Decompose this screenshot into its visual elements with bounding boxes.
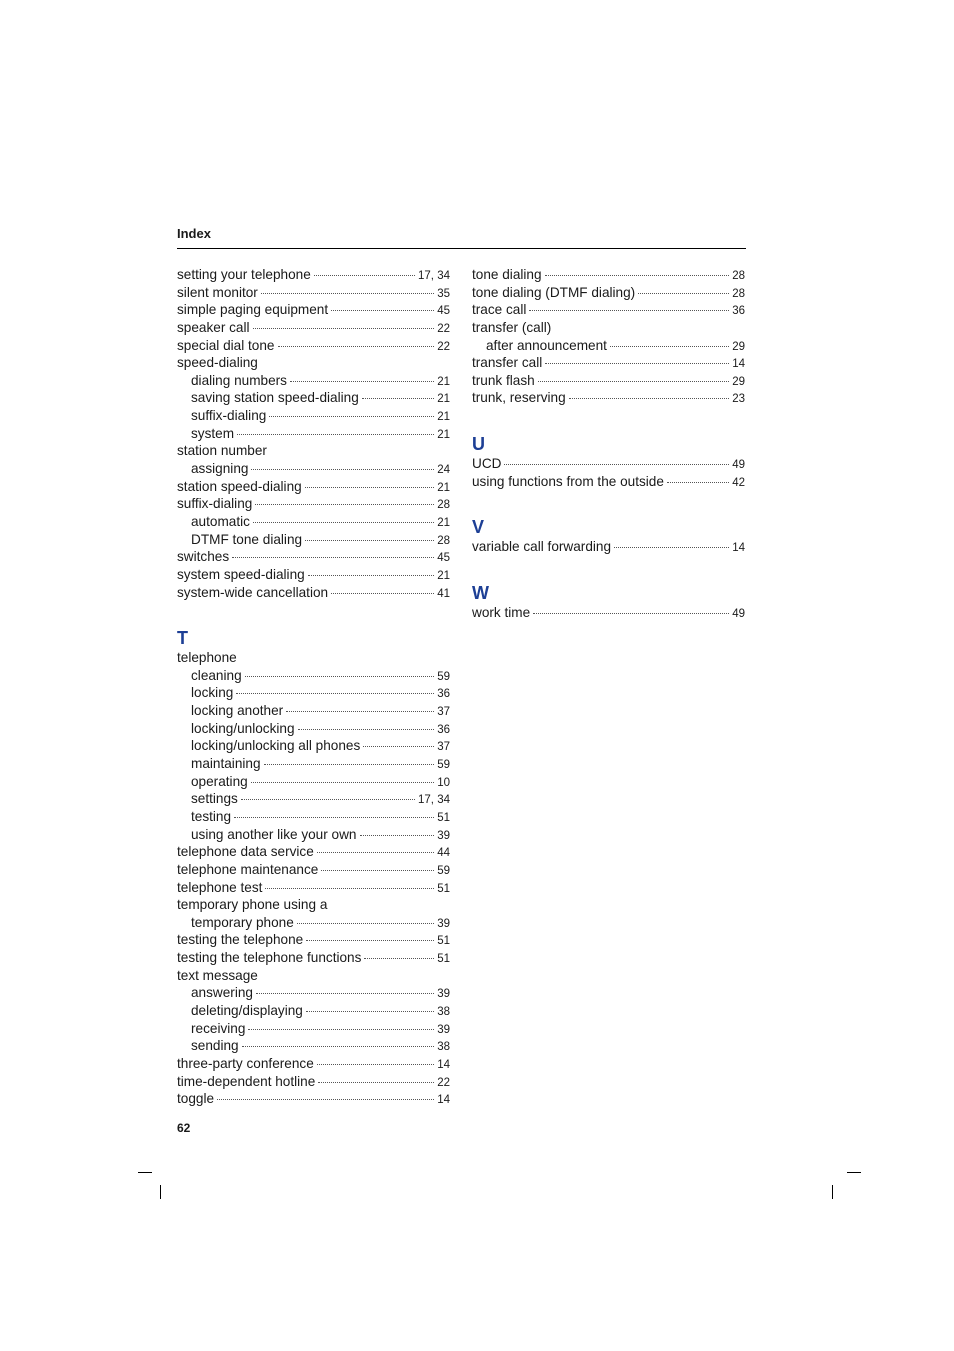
entry-page: 39	[437, 917, 450, 930]
index-subentry	[177, 372, 450, 390]
entry-page: 49	[732, 459, 745, 472]
index-entry	[177, 843, 450, 861]
entry-term: time-dependent hotline	[177, 1073, 316, 1089]
dot-leader	[529, 310, 729, 311]
dot-leader	[638, 293, 729, 294]
dot-leader	[305, 487, 435, 488]
index-entry	[177, 967, 450, 985]
section-letter: U	[472, 434, 485, 455]
index-subentry	[177, 737, 450, 755]
entry-term: text message	[177, 967, 258, 983]
dot-leader	[360, 835, 435, 836]
entry-term: UCD	[472, 456, 502, 472]
entry-term: suffix-dialing	[177, 496, 253, 512]
entry-term: settings	[191, 791, 238, 807]
index-entry	[472, 354, 745, 372]
entry-term: telephone	[177, 650, 237, 666]
entry-page: 21	[437, 481, 450, 494]
dot-leader	[318, 1082, 434, 1083]
crop-mark	[160, 1185, 161, 1199]
entry-term: locking another	[191, 703, 284, 719]
dot-leader	[251, 469, 434, 470]
entry-page: 39	[437, 829, 450, 842]
entry-term: speed-dialing	[177, 355, 258, 371]
index-entry	[177, 949, 450, 967]
index-subentry	[177, 984, 450, 1002]
entry-term: after announcement	[486, 337, 607, 353]
index-entry	[472, 604, 745, 622]
dot-leader	[264, 764, 435, 765]
entry-page: 59	[437, 670, 450, 683]
page-header	[177, 226, 746, 249]
entry-page: 21	[437, 393, 450, 406]
dot-leader	[290, 381, 434, 382]
index-subentry	[177, 460, 450, 478]
index-entry	[177, 931, 450, 949]
dot-leader	[545, 275, 730, 276]
crop-mark	[847, 1172, 861, 1173]
entry-page: 28	[437, 534, 450, 547]
entry-page: 28	[732, 270, 745, 282]
index-entry	[177, 566, 450, 584]
dot-leader	[538, 381, 729, 382]
entry-term: suffix-dialing	[191, 408, 267, 424]
dot-leader	[317, 1064, 434, 1065]
entry-term: using another like your own	[191, 826, 357, 842]
index-entry	[472, 455, 745, 473]
dot-leader	[256, 993, 434, 994]
index-subentry	[177, 684, 450, 702]
entry-term: sending	[191, 1038, 239, 1054]
dot-leader	[314, 275, 415, 276]
entry-term: automatic	[191, 513, 250, 529]
entry-page: 49	[732, 608, 745, 621]
entry-term: tone dialing	[472, 267, 542, 282]
index-entry	[472, 284, 745, 302]
index-subentry	[177, 1037, 450, 1055]
entry-term: speaker call	[177, 319, 250, 335]
entry-term: work time	[472, 605, 531, 621]
index-subentry	[177, 720, 450, 738]
entry-page: 17, 34	[418, 794, 450, 807]
entry-page: 28	[732, 287, 745, 300]
entry-page: 29	[732, 375, 745, 388]
entry-term: assigning	[191, 461, 249, 477]
section-letter: V	[472, 517, 485, 538]
entry-page: 39	[437, 1023, 450, 1036]
dot-leader	[248, 1029, 434, 1030]
entry-term: operating	[191, 773, 248, 789]
entry-page: 29	[732, 340, 745, 353]
dot-leader	[569, 398, 730, 399]
entry-term: simple paging equipment	[177, 302, 329, 318]
entry-term: trace call	[472, 302, 527, 318]
index-subentry	[177, 513, 450, 531]
entry-page: 24	[437, 464, 450, 477]
dot-leader	[232, 557, 434, 558]
index-entry	[177, 442, 450, 460]
index-entry	[177, 584, 450, 602]
entry-page: 51	[437, 935, 450, 948]
entry-term: three-party conference	[177, 1055, 314, 1071]
entry-page: 36	[437, 723, 450, 736]
entry-page: 51	[437, 882, 450, 895]
dot-leader	[297, 923, 434, 924]
entry-page: 45	[437, 305, 450, 318]
dot-leader	[236, 693, 434, 694]
entry-term: variable call forwarding	[472, 539, 612, 555]
entry-term: using functions from the outside	[472, 473, 664, 489]
index-entry	[472, 389, 745, 407]
index-subentry	[177, 389, 450, 407]
entry-page: 37	[437, 706, 450, 719]
entry-term: locking/unlocking all phones	[191, 738, 361, 754]
entry-term: setting your telephone	[177, 267, 311, 282]
entry-term: testing the telephone functions	[177, 950, 362, 966]
entry-term: silent monitor	[177, 284, 258, 300]
dot-leader	[317, 852, 434, 853]
entry-page: 14	[732, 542, 745, 555]
entry-page: 21	[437, 375, 450, 388]
entry-page: 22	[437, 340, 450, 353]
dot-leader	[261, 293, 434, 294]
dot-leader	[321, 870, 434, 871]
index-entry	[177, 284, 450, 302]
entry-term: toggle	[177, 1091, 215, 1107]
entry-page: 21	[437, 428, 450, 441]
index-entry	[472, 372, 745, 390]
dot-leader	[245, 676, 435, 677]
index-entry	[472, 473, 745, 491]
dot-leader	[364, 958, 434, 959]
entry-term: switches	[177, 549, 230, 565]
entry-term: maintaining	[191, 756, 261, 772]
entry-page: 39	[437, 988, 450, 1001]
index-entry	[177, 301, 450, 319]
index-entry	[472, 301, 745, 319]
dot-leader	[306, 940, 434, 941]
dot-leader	[504, 464, 729, 465]
index-entry	[177, 649, 450, 667]
entry-term: special dial tone	[177, 337, 275, 353]
index-entry	[177, 1073, 450, 1091]
index-entry	[177, 879, 450, 897]
entry-page: 23	[732, 393, 745, 406]
entry-term: receiving	[191, 1020, 246, 1036]
entry-term: temporary phone using a	[177, 897, 328, 913]
entry-term: tone dialing (DTMF dialing)	[472, 284, 636, 300]
dot-leader	[667, 482, 729, 483]
dot-leader	[255, 504, 434, 505]
index-subentry	[177, 826, 450, 844]
entry-term: system-wide cancellation	[177, 584, 329, 600]
dot-leader	[237, 434, 434, 435]
entry-page: 41	[437, 587, 450, 600]
entry-page: 28	[437, 499, 450, 512]
entry-term: locking/unlocking	[191, 720, 295, 736]
dot-leader	[234, 817, 434, 818]
entry-term: testing	[191, 808, 232, 824]
entry-page: 51	[437, 953, 450, 966]
entry-page: 17, 34	[418, 270, 450, 282]
index-entry	[177, 548, 450, 566]
entry-page: 44	[437, 847, 450, 860]
index-subentry	[177, 407, 450, 425]
index-entry	[177, 495, 450, 513]
dot-leader	[545, 363, 729, 364]
entry-page: 36	[732, 305, 745, 318]
entry-page: 14	[437, 1058, 450, 1071]
entry-term: temporary phone	[191, 914, 294, 930]
dot-leader	[251, 782, 435, 783]
index-entry	[177, 861, 450, 879]
entry-term: system speed-dialing	[177, 566, 305, 582]
index-entry	[177, 319, 450, 337]
dot-leader	[331, 310, 434, 311]
dot-leader	[278, 346, 435, 347]
entry-term: deleting/displaying	[191, 1002, 303, 1018]
dot-leader	[241, 799, 415, 800]
entry-term: dialing numbers	[191, 372, 287, 388]
entry-page: 21	[437, 516, 450, 529]
index-entry	[177, 337, 450, 355]
crop-mark	[832, 1185, 833, 1199]
index-subentry	[177, 773, 450, 791]
index-entry	[177, 1090, 450, 1108]
index-subentry	[177, 1002, 450, 1020]
entry-page: 21	[437, 411, 450, 424]
entry-page: 37	[437, 741, 450, 754]
index-entry	[177, 478, 450, 496]
dot-leader	[614, 547, 729, 548]
index-subentry	[177, 914, 450, 932]
section-letter: W	[472, 583, 489, 604]
entry-term: telephone test	[177, 879, 263, 895]
entry-page: 38	[437, 1041, 450, 1054]
index-column-right	[472, 266, 745, 622]
entry-page: 22	[437, 1076, 450, 1089]
index-subentry	[177, 531, 450, 549]
index-subentry	[177, 425, 450, 443]
entry-term: cleaning	[191, 667, 242, 683]
entry-term: trunk, reserving	[472, 390, 566, 406]
header-title: Index	[177, 226, 211, 241]
entry-page: 45	[437, 552, 450, 565]
entry-page: 59	[437, 759, 450, 772]
entry-term: locking	[191, 685, 234, 701]
entry-page: 14	[437, 1094, 450, 1107]
entry-term: system	[191, 425, 235, 441]
entry-term: telephone maintenance	[177, 861, 319, 877]
entry-term: testing the telephone	[177, 932, 304, 948]
index-entry	[177, 1055, 450, 1073]
entry-page: 51	[437, 811, 450, 824]
dot-leader	[265, 888, 434, 889]
dot-leader	[362, 398, 434, 399]
dot-leader	[533, 613, 729, 614]
index-subentry	[177, 1020, 450, 1038]
entry-term: transfer call	[472, 355, 543, 371]
dot-leader	[363, 746, 434, 747]
index-entry	[177, 896, 450, 914]
entry-term: saving station speed-dialing	[191, 390, 359, 406]
index-subentry	[177, 808, 450, 826]
index-subentry	[177, 667, 450, 685]
entry-term: transfer (call)	[472, 319, 552, 335]
entry-page: 35	[437, 287, 450, 300]
crop-mark	[138, 1172, 152, 1173]
index-subentry	[177, 755, 450, 773]
index-entry	[472, 538, 745, 556]
entry-term: DTMF tone dialing	[191, 531, 303, 547]
dot-leader	[253, 328, 435, 329]
index-subentry	[177, 702, 450, 720]
page-number: 62	[177, 1121, 191, 1135]
dot-leader	[305, 540, 434, 541]
index-column-left	[177, 266, 450, 1108]
index-entry	[472, 319, 745, 337]
dot-leader	[286, 711, 434, 712]
dot-leader	[298, 729, 435, 730]
dot-leader	[308, 575, 435, 576]
dot-leader	[253, 522, 434, 523]
index-subentry	[177, 790, 450, 808]
dot-leader	[331, 593, 434, 594]
index-subentry	[472, 337, 745, 355]
entry-term: answering	[191, 985, 253, 1001]
entry-page: 21	[437, 569, 450, 582]
index-entry	[472, 266, 745, 284]
section-letter: T	[177, 628, 188, 649]
index-entry	[177, 266, 450, 284]
entry-page: 42	[732, 476, 745, 489]
dot-leader	[306, 1011, 434, 1012]
entry-term: trunk flash	[472, 372, 535, 388]
dot-leader	[242, 1046, 435, 1047]
entry-page: 14	[732, 358, 745, 371]
dot-leader	[217, 1099, 434, 1100]
entry-term: station speed-dialing	[177, 478, 302, 494]
dot-leader	[610, 346, 729, 347]
entry-page: 59	[437, 864, 450, 877]
entry-page: 22	[437, 322, 450, 335]
dot-leader	[269, 416, 434, 417]
entry-term: station number	[177, 443, 267, 459]
index-entry	[177, 354, 450, 372]
entry-page: 10	[437, 776, 450, 789]
entry-page: 36	[437, 688, 450, 701]
entry-term: telephone data service	[177, 844, 314, 860]
entry-page: 38	[437, 1005, 450, 1018]
